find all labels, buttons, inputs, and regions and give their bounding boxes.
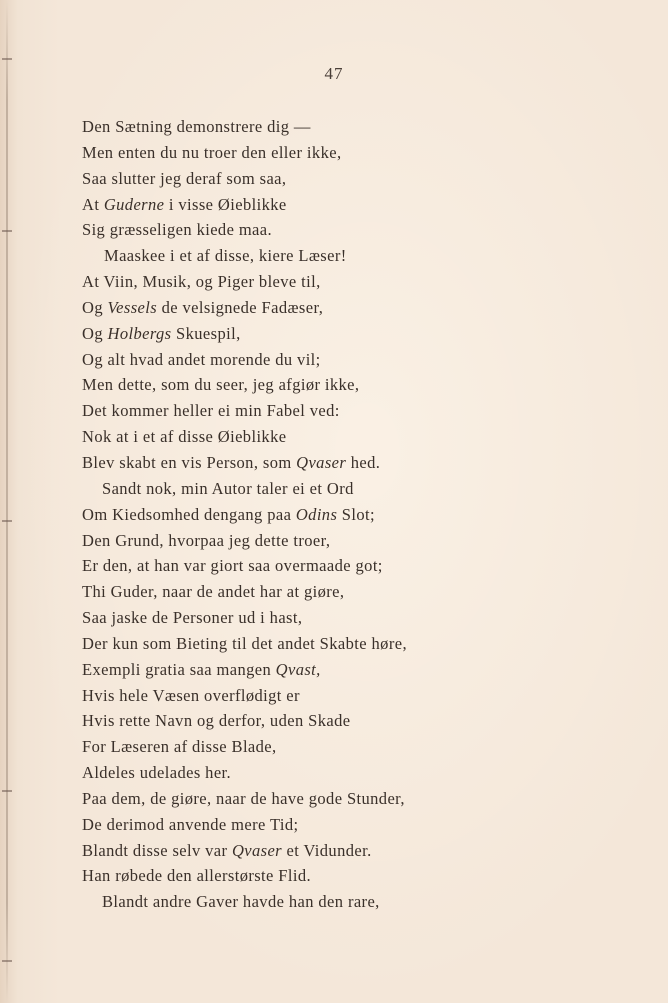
poem-line: Exempli gratia saa mangen Qvast, bbox=[82, 659, 321, 679]
poem-line: Men dette, som du seer, jeg afgiør ikke, bbox=[82, 375, 360, 395]
page-binding-edge bbox=[6, 0, 8, 1003]
poem-line: Saa jaske de Personer ud i hast, bbox=[82, 608, 303, 628]
poem-line: Sig græsseligen kiede maa. bbox=[82, 220, 273, 240]
poem-line: Nok at i et af disse Øieblikke bbox=[82, 427, 287, 447]
page-number: 47 bbox=[324, 64, 344, 83]
poem-line: Den Sætning demonstrere dig — bbox=[82, 117, 311, 136]
poem-line: Men enten du nu troer den eller ikke, bbox=[82, 142, 342, 162]
poem-line: Hvis rette Navn og derfor, uden Skade bbox=[82, 711, 351, 731]
poem-line: Sandt nok, min Autor taler ei et Ord bbox=[102, 478, 354, 498]
poem-line: Saa slutter jeg deraf som saa, bbox=[82, 168, 287, 188]
poem-line: Den Grund, hvorpaa jeg dette troer, bbox=[82, 530, 331, 550]
italic-name: Guderne bbox=[103, 194, 165, 214]
margin-mark bbox=[2, 58, 12, 60]
margin-mark bbox=[2, 960, 12, 962]
margin-mark bbox=[2, 230, 12, 232]
margin-mark bbox=[2, 790, 12, 792]
poem-line: At Guderne i visse Øieblikke bbox=[82, 194, 287, 214]
poem-line: Paa dem, de giøre, naar de have gode Stunder, bbox=[82, 788, 405, 808]
poem-line: Thi Guder, naar de andet har at giøre, bbox=[82, 582, 345, 602]
poem-line: At Viin, Musik, og Piger bleve til, bbox=[82, 272, 321, 292]
poem-text bbox=[82, 114, 407, 915]
poem-line: Og Vessels de velsignede Fadæser, bbox=[82, 297, 324, 317]
poem-line: Han røbede den allerstørste Flid. bbox=[82, 866, 312, 886]
italic-name: Qvaser bbox=[296, 452, 347, 472]
poem-line: Om Kiedsomhed dengang paa Odins Slot; bbox=[82, 504, 375, 524]
poem-line: Blandt andre Gaver havde han den rare, bbox=[102, 892, 380, 912]
poem-line: Er den, at han var giort saa overmaade got; bbox=[82, 556, 383, 576]
poem-line: Der kun som Bieting til det andet Skabte høre, bbox=[82, 633, 407, 653]
poem-line: Hvis hele Væsen overflødigt er bbox=[82, 685, 300, 705]
poem-line: Aldeles udelades her. bbox=[82, 763, 232, 783]
italic-name: Vessels bbox=[107, 297, 158, 317]
poem-line: Og Holbergs Skuespil, bbox=[82, 323, 241, 343]
poem-line: De derimod anvende mere Tid; bbox=[82, 814, 299, 834]
margin-mark bbox=[2, 520, 12, 522]
poem-line: Maaskee i et af disse, kiere Læser! bbox=[104, 246, 347, 266]
poem-line: Det kommer heller ei min Fabel ved: bbox=[82, 401, 340, 421]
italic-name: Qvaser bbox=[231, 840, 283, 860]
poem-line: Og alt hvad andet morende du vil; bbox=[82, 349, 321, 369]
italic-name: Odins bbox=[295, 504, 338, 524]
italic-name: Qvast, bbox=[275, 659, 321, 679]
poem-line: Blev skabt en vis Person, som Qvaser hed. bbox=[82, 452, 381, 472]
poem-line: Blandt disse selv var Qvaser et Vidunder. bbox=[82, 840, 372, 860]
poem-line: For Læseren af disse Blade, bbox=[82, 737, 277, 757]
italic-name: Holbergs bbox=[107, 323, 172, 343]
